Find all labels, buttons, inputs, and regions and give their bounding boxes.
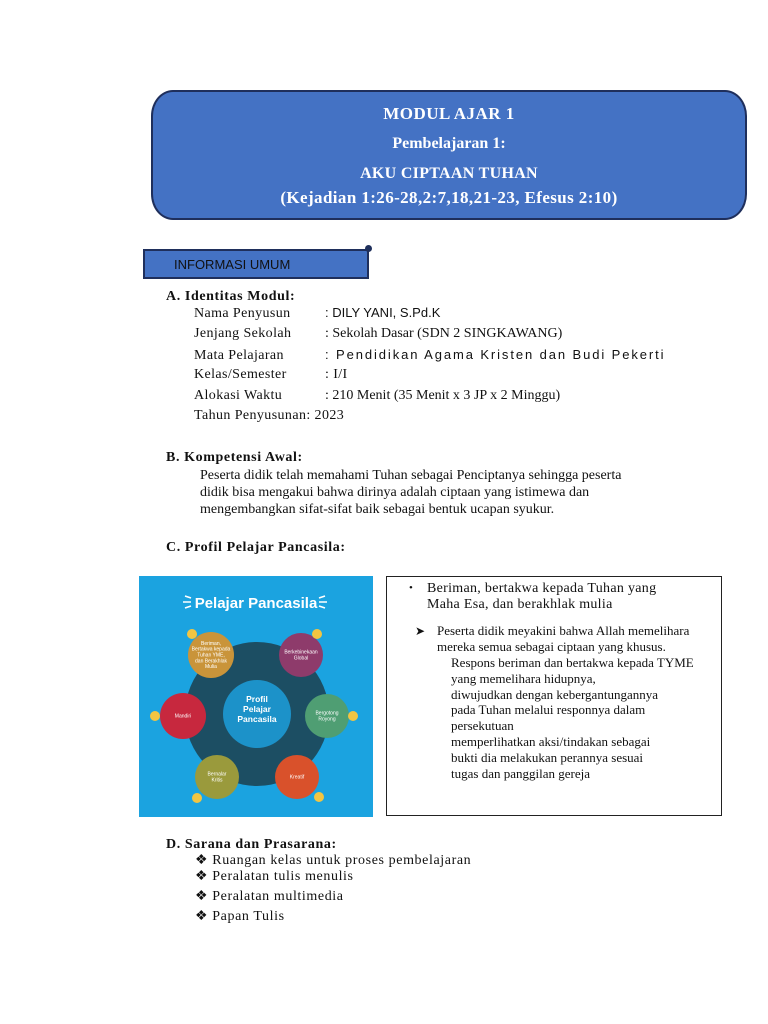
kompetensi-text [200, 467, 621, 518]
lesson-subtitle: Pembelajaran 1: [392, 135, 506, 152]
row-value: : Pendidikan Agama Kristen dan Budi Pekerti [325, 347, 666, 362]
bullet-text [427, 581, 656, 613]
node-label: Bergotong Royong [315, 710, 339, 723]
text-line: Peserta didik telah memahami Tuhan sebagai Penciptanya sehingga peserta [200, 468, 622, 483]
text-line: Beriman, bertakwa kepada Tuhan yang [427, 581, 657, 596]
text-line: mengembangkan sifat-sifat baik sebagai bentuk ucapan syukur. [200, 502, 555, 517]
text-line: Peserta didik meyakini bahwa Allah memelihara [437, 623, 690, 638]
sarana-item [195, 888, 344, 905]
profil-heading: C. Profil Pelajar Pancasila: [166, 540, 346, 555]
text-line: Maha Esa, dan berakhlak mulia [427, 597, 613, 612]
lesson-topic: AKU CIPTAAN TUHAN [360, 165, 538, 182]
section-tab [143, 249, 369, 279]
bullet-dot: • [409, 582, 413, 594]
text-line: Respons beriman dan bertakwa kepada TYME [451, 655, 694, 670]
node-label: Beriman, Bertakwa kepada Tuhan YME, dan Berakhlak Mulia [191, 640, 231, 671]
center-label-line: Pelajar [243, 704, 271, 714]
diamond-bullet-icon: ❖ [195, 853, 209, 868]
sarana-item [195, 868, 354, 885]
text-line: bukti dia melakukan perannya sesuai [451, 749, 644, 765]
scroll-curl-decoration [365, 245, 372, 252]
identitas-row [194, 305, 440, 322]
node-label: Mandiri [174, 713, 192, 720]
row-value: : 210 Menit (35 Menit x 3 JP x 2 Minggu) [325, 388, 561, 403]
row-value: : I/I [325, 367, 348, 382]
sarana-item-label: Papan Tulis [212, 909, 285, 924]
center-label-line: Profil [246, 694, 268, 704]
identitas-row [194, 326, 562, 342]
identitas-row [194, 367, 348, 383]
node-label: Bernalar Kritis [207, 771, 227, 784]
kompetensi-heading: B. Kompetensi Awal: [166, 450, 303, 465]
diamond-bullet-icon: ❖ [195, 869, 209, 884]
center-label-line: Pancasila [237, 714, 277, 724]
text-line: diwujudkan dengan kebergantungannya [451, 686, 658, 702]
row-value: : Sekolah Dasar (SDN 2 SINGKAWANG) [325, 326, 563, 341]
diamond-bullet-icon: ❖ [195, 909, 209, 924]
diamond-bullet-icon: ❖ [195, 889, 209, 904]
identitas-row [194, 347, 665, 364]
sarana-item [195, 852, 471, 869]
detail-text [451, 655, 694, 781]
identitas-heading: A. Identitas Modul: [166, 289, 296, 304]
sarana-item-label: Peralatan tulis menulis [212, 869, 354, 884]
text-line: pada Tuhan melalui responnya dalam [451, 702, 646, 718]
row-label: Alokasi Waktu [194, 388, 283, 403]
arrow-bullet-icon: ➤ [415, 624, 426, 638]
arrow-text [437, 623, 689, 655]
row-value: : DILY YANI, S.Pd.K [325, 305, 441, 320]
text-line: memperlihatkan aksi/tindakan sebagai [451, 733, 651, 749]
tahun-penyusunan: Tahun Penyusunan: 2023 [194, 408, 345, 423]
section-tab-label: INFORMASI UMUM [174, 257, 291, 272]
node-label: Kreatif [289, 774, 305, 781]
node-label: Berkebinekaan Global [284, 649, 318, 662]
scripture-reference: (Kejadian 1:26-28,2:7,18,21-23, Efesus 2:10) [280, 188, 618, 207]
image-title: Pelajar Pancasila [194, 595, 318, 612]
sarana-item-label: Peralatan multimedia [212, 889, 344, 904]
profil-description-box [386, 576, 722, 816]
text-line: persekutuan [451, 718, 514, 734]
text-line: tugas dan panggilan gereja [451, 765, 590, 781]
row-label: Mata Pelajaran [194, 348, 284, 363]
module-title: MODUL AJAR 1 [383, 104, 515, 123]
row-label: Nama Penyusun [194, 306, 291, 321]
sarana-item-label: Ruangan kelas untuk proses pembelajaran [212, 853, 472, 868]
profil-pelajar-pancasila-image [139, 576, 373, 817]
row-label: Kelas/Semester [194, 367, 287, 382]
sarana-item [195, 908, 285, 925]
sarana-heading: D. Sarana dan Prasarana: [166, 837, 337, 852]
module-title-banner [151, 90, 747, 220]
text-line: didik bisa mengakui bahwa dirinya adalah ciptaan yang istimewa dan [200, 485, 590, 500]
identitas-row [194, 388, 560, 404]
row-label: Jenjang Sekolah [194, 326, 292, 341]
text-line: mereka semua sebagai ciptaan yang khusus. [437, 639, 666, 654]
text-line: yang memelihara hidupnya, [451, 670, 596, 686]
